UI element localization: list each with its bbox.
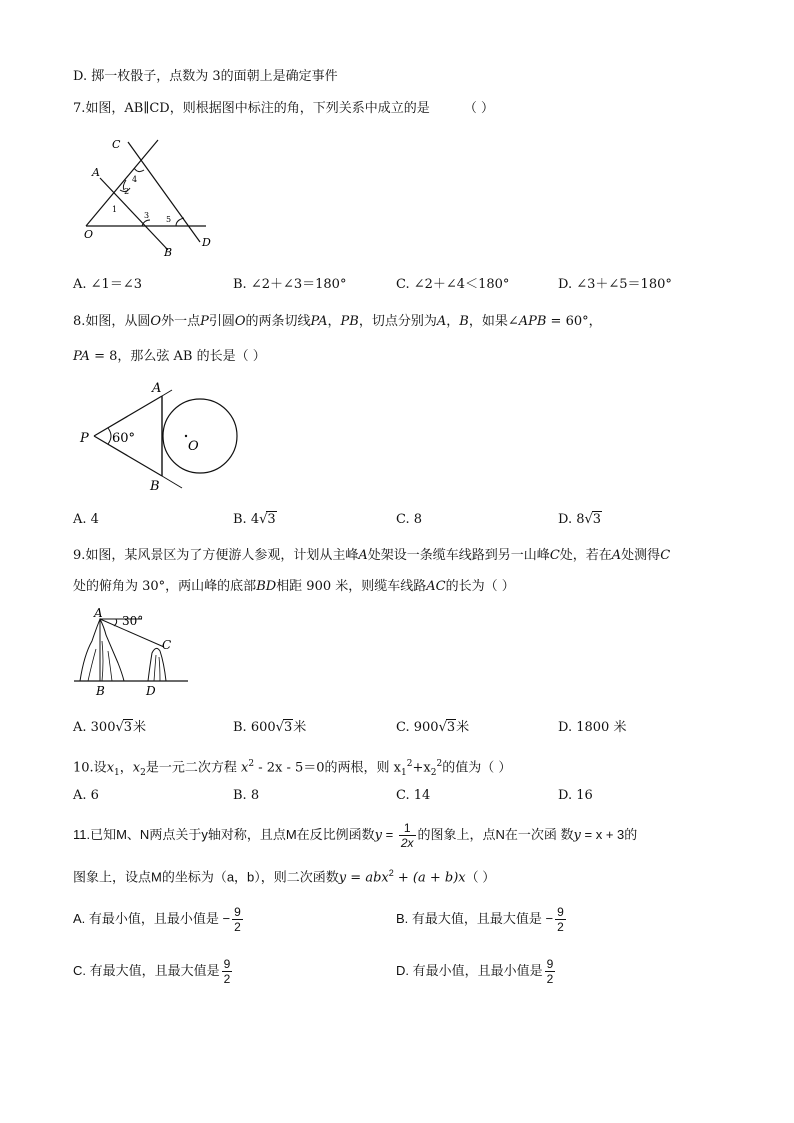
q11-eq-2: = abx <box>346 870 389 886</box>
q7-label-d: D <box>202 236 211 249</box>
q9-text-2: 处架设一条缆车线路到另一山峰 <box>367 548 550 563</box>
q11-option-d <box>396 957 557 986</box>
q8-option-b-radicand: 3 <box>267 512 276 527</box>
q8-option-d: D. 8√3 <box>558 512 602 527</box>
q10-sup-sq-3: 2 <box>436 759 443 769</box>
q9-option-a: A. 300√3米 <box>73 720 147 735</box>
q7-label-angle-5: 5 <box>166 215 172 224</box>
q7-label-angle-3: 3 <box>144 211 150 220</box>
q11-option-c-num: 9 <box>223 957 231 971</box>
q10-stem <box>73 755 511 782</box>
q7-option-a: A. ∠1＝∠3 <box>73 277 142 292</box>
q8-var-p: P <box>200 314 209 329</box>
q8-text-4: 的两条切线 <box>245 314 311 329</box>
q8-var-pa-2: PA <box>73 349 90 364</box>
q9-label-d: D <box>146 684 156 698</box>
q8-comma: ， <box>327 314 341 329</box>
q10-sep: ， <box>119 760 133 776</box>
q9-option-b: B. 600√3米 <box>233 720 307 735</box>
q9-text-3: 处，若在 <box>559 548 612 563</box>
q8-text-7: = 60°， <box>546 314 602 329</box>
q11-stem-line2 <box>73 864 495 887</box>
q11-option-a <box>73 905 245 934</box>
q9-text-5: 处的俯角为 30°，两山峰的底部 <box>73 579 257 594</box>
q10-option-d: D. 16 <box>558 788 593 803</box>
q11-text-5: （ ） <box>465 869 496 885</box>
q9-option-a-unit: 米 <box>133 720 147 735</box>
q9-option-b-text: B. 600 <box>233 720 276 735</box>
q11-option-a-num: 9 <box>234 905 241 919</box>
q7-label-angle-1: 1 <box>112 205 118 214</box>
q8-text-8: = 8，那么弦 AB 的长是（ ） <box>89 349 266 364</box>
q11-option-c-text: C. 有最大值，且最大值是 <box>73 962 220 978</box>
q9-var-a-2: A <box>611 548 622 563</box>
q11-eq-3: + (a + b)x <box>393 870 466 886</box>
q11-option-b-num: 9 <box>557 905 564 919</box>
q8-label-angle: 60° <box>112 431 136 446</box>
q8-option-b: B. 4√3 <box>233 512 276 527</box>
q11-option-b-den: 2 <box>557 920 564 934</box>
q8-option-b-text: B. 4 <box>233 512 260 527</box>
q10-sub-3: 1 <box>401 767 407 778</box>
q8-stem-line1 <box>73 313 602 331</box>
q7-arc-4 <box>134 168 144 172</box>
q11-option-c-den: 2 <box>223 972 231 986</box>
q10-option-c: C. 14 <box>396 788 431 803</box>
q11-option-c-fraction <box>222 957 233 986</box>
q9-mountain-c <box>148 648 166 681</box>
q9-label-a: A <box>94 606 103 620</box>
q11-option-d-text: D. 有最小值，且最小值是 <box>396 962 543 978</box>
q9-var-c: C <box>549 548 560 563</box>
q9-text-6: 相距 900 米，则缆车线路 <box>276 579 427 594</box>
q10-var-x2: x <box>132 760 141 776</box>
q9-mountain-a <box>80 619 124 681</box>
q9-text-1: 9.如图，某风景区为了方便游人参观，计划从主峰 <box>73 548 359 563</box>
q8-var-o-2: O <box>234 314 246 329</box>
q8-stem-line2 <box>73 348 266 366</box>
q10-text-2: 是一元二次方程 <box>145 760 237 776</box>
q8-var-o: O <box>150 314 162 329</box>
q11-option-c <box>73 957 234 986</box>
q7-option-b: B. ∠2＋∠3＝180° <box>233 277 347 292</box>
q8-text-1: 8.如图，从圆 <box>73 314 151 329</box>
q7-label-o: O <box>84 228 94 241</box>
q11-option-d-den: 2 <box>546 972 554 986</box>
q11-option-a-fraction <box>232 905 243 934</box>
q9-label-b: B <box>96 684 105 698</box>
q8-label-b: B <box>150 479 160 494</box>
q8-var-pa: PA <box>310 314 328 329</box>
q10-eq-tail: - 2x - 5＝0的两根，则 x <box>254 760 402 776</box>
q9-label-c: C <box>162 638 172 652</box>
q11-var-y-3: y <box>338 870 347 886</box>
q11-option-a-text: A. 有最小值，且最小值是 − <box>73 910 231 926</box>
q11-option-b <box>396 905 568 934</box>
q11-text-2: 的图象上，点N在一次函 数 <box>417 826 574 842</box>
q7-arc-5 <box>176 218 184 226</box>
q8-comma-2: ， <box>446 314 460 329</box>
q11-stem-line1 <box>73 821 637 850</box>
q10-text-1: 10.设 <box>73 760 107 776</box>
q11-text-1: 11.已知M、N两点关于y轴对称，且点M在反比例函数 <box>73 826 375 842</box>
q7-figure <box>80 132 220 262</box>
q11-option-d-num: 9 <box>546 957 554 971</box>
q7-option-c: C. ∠2＋∠4＜180° <box>396 277 510 292</box>
q10-sub-2: 2 <box>140 767 146 778</box>
q10-option-a: A. 6 <box>73 788 99 803</box>
q8-option-d-text: D. 8 <box>558 512 585 527</box>
q10-var-x1: x <box>106 760 115 776</box>
q10-option-b: B. 8 <box>233 788 260 803</box>
q9-option-a-text: A. 300 <box>73 720 116 735</box>
q8-option-d-radicand: 3 <box>592 512 602 527</box>
q8-figure <box>78 378 248 498</box>
q8-text-6: ，如果∠ <box>468 314 519 329</box>
q6-option-d: D. 掷一枚骰子，点数为 3的面朝上是确定事件 <box>73 69 338 84</box>
q11-eq: = <box>382 826 397 842</box>
q8-var-pb: PB <box>340 314 359 329</box>
q8-text-2: 外一点 <box>161 314 201 329</box>
q9-option-c-unit: 米 <box>456 720 470 735</box>
q7-label-a: A <box>92 166 100 179</box>
q7-line-cd <box>128 142 200 242</box>
q11-frac-num: 1 <box>399 821 416 836</box>
q10-text-3: 的值为（ ） <box>442 760 512 776</box>
q8-label-p: P <box>80 431 89 446</box>
q11-option-b-text: B. 有最大值，且最大值是 − <box>396 910 554 926</box>
q8-var-apb: APB <box>518 314 547 329</box>
q9-stem-line2 <box>73 578 515 596</box>
q9-text-4: 处测得 <box>621 548 661 563</box>
q8-text-5: ，切点分别为 <box>358 314 437 329</box>
q8-circle <box>163 399 237 473</box>
q7-stem <box>73 100 494 118</box>
q10-var-x: x <box>241 760 249 776</box>
q9-mountain-c-texture <box>154 655 160 681</box>
q8-option-a: A. 4 <box>73 512 99 527</box>
q11-option-a-den: 2 <box>234 920 241 934</box>
q11-var-y-2: y <box>573 827 581 843</box>
q9-text-7: 的长为（ ） <box>445 579 515 594</box>
q10-sup-sq-2: 2 <box>406 759 413 769</box>
q11-fraction <box>399 821 416 850</box>
q10-sub-1: 1 <box>114 767 120 778</box>
q9-label-angle: 30° <box>122 614 144 628</box>
q7-arc-3 <box>142 220 150 226</box>
q11-frac-den: 2x <box>400 836 414 850</box>
q9-var-bd: BD <box>256 579 277 594</box>
q11-option-d-fraction <box>545 957 556 986</box>
q11-sup-sq: 2 <box>388 868 394 878</box>
q7-label-angle-4: 4 <box>132 175 138 184</box>
q8-text-3: 引圆 <box>208 314 235 329</box>
q9-option-b-unit: 米 <box>293 720 307 735</box>
q9-option-d: D. 1800 米 <box>558 720 627 735</box>
q8-tangent-pa <box>94 396 162 436</box>
q8-angle-arc <box>108 428 111 444</box>
q10-sup-sq: 2 <box>248 759 255 769</box>
q7-label-b: B <box>164 246 173 259</box>
q9-stem-line1 <box>73 547 670 565</box>
q9-var-ac: AC <box>426 579 446 594</box>
q11-text-3: = x + 3的 <box>580 826 638 842</box>
q9-option-c: C. 900√3米 <box>396 720 470 735</box>
q9-option-c-text: C. 900 <box>396 720 439 735</box>
q7-option-d: D. ∠3＋∠5＝180° <box>558 277 672 292</box>
q7-stem-text: 7.如图，AB∥CD，则根据图中标注的角，下列关系中成立的是 <box>73 101 430 116</box>
q8-var-b: B <box>459 314 469 329</box>
q11-var-y: y <box>374 827 383 843</box>
q8-tangent-ext-a <box>162 390 172 396</box>
q8-label-a: A <box>152 381 162 396</box>
q7-label-c: C <box>112 138 121 151</box>
q9-option-c-radicand: 3 <box>446 720 456 735</box>
q8-tangent-ext-b <box>162 476 182 488</box>
q10-sub-4: 2 <box>430 767 437 778</box>
q8-label-o: O <box>188 439 199 454</box>
q10-plus: +x <box>412 760 431 776</box>
q7-label-angle-2: 2 <box>124 187 130 196</box>
q9-figure <box>72 605 192 700</box>
q9-var-c-2: C <box>660 548 671 563</box>
q8-var-a: A <box>436 314 447 329</box>
q8-option-c: C. 8 <box>396 512 423 527</box>
q11-option-b-fraction <box>555 905 566 934</box>
q9-option-a-radicand: 3 <box>123 720 133 735</box>
q11-text-4: 图象上，设点M的坐标为（a，b），则二次函数 <box>73 869 339 885</box>
q8-center-dot <box>185 435 187 437</box>
q7-answer-paren: （ ） <box>463 101 495 116</box>
q9-option-b-radicand: 3 <box>283 720 293 735</box>
q7-line-ab <box>100 178 168 250</box>
q9-var-a: A <box>358 548 368 563</box>
